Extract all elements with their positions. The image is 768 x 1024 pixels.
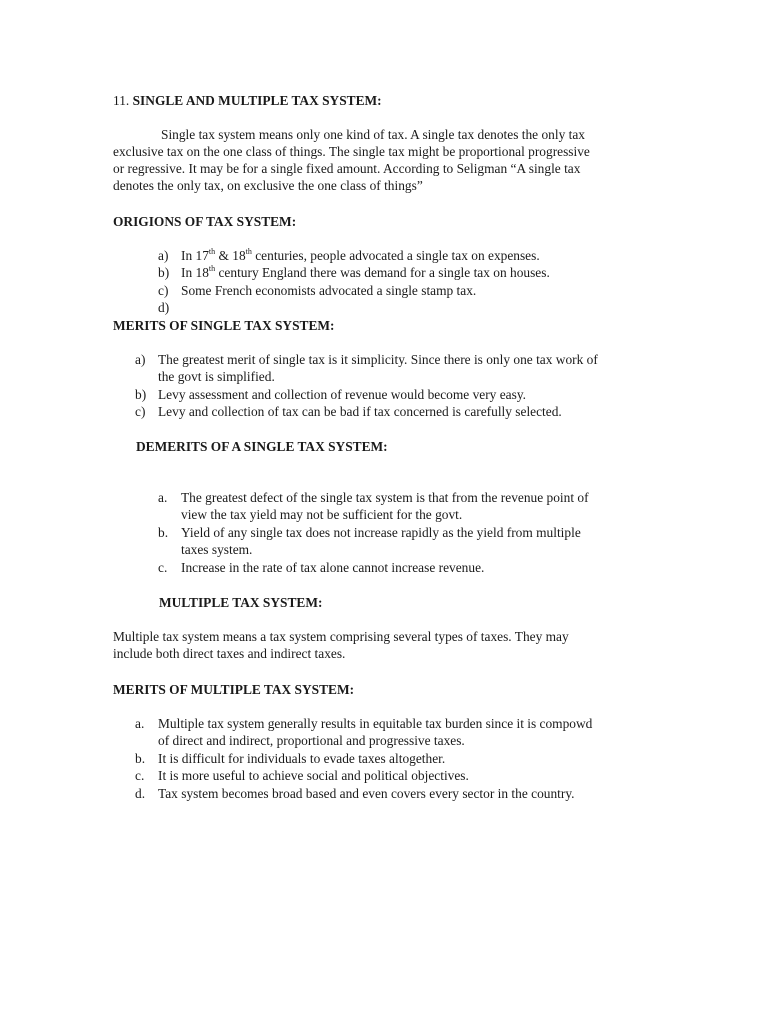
intro-line: exclusive tax on the one class of things. The single tax might be proportional progressive [113,144,590,159]
multiple-line: include both direct taxes and indirect taxes. [113,646,346,661]
list-label: a. [158,490,168,505]
list-text: Some French economists advocated a single stamp tax. [181,283,477,298]
section-heading [113,92,382,109]
multiple-heading: MULTIPLE TAX SYSTEM: [159,595,323,610]
list-label: a. [135,716,145,731]
origins-heading: ORIGIONS OF TAX SYSTEM: [113,214,297,229]
section-number: 11. [113,93,130,108]
list-text: Tax system becomes broad based and even covers every sector in the country. [158,786,575,801]
list-text: It is more useful to achieve social and political objectives. [158,768,469,783]
demerits-single-heading: DEMERITS OF A SINGLE TAX SYSTEM: [136,439,388,454]
list-label: c) [135,404,146,419]
list-label: d) [158,300,170,315]
list-text: In 17th & 18th centuries, people advocated a single tax on expenses. [181,246,540,263]
list-label: d. [135,786,146,801]
list-text: Levy assessment and collection of revenue would become very easy. [158,387,526,402]
intro-line: denotes the only tax, on exclusive the one class of things” [113,178,423,193]
intro-line: Single tax system means only one kind of tax. A single tax denotes the only tax [161,127,585,142]
list-label: a) [158,248,169,263]
list-text: Increase in the rate of tax alone cannot increase revenue. [181,560,485,575]
list-text: Levy and collection of tax can be bad if tax concerned is carefully selected. [158,404,562,419]
list-label: c. [158,560,168,575]
merits-single-heading: MERITS OF SINGLE TAX SYSTEM: [113,318,335,333]
multiple-paragraph [113,628,569,662]
multiple-line: Multiple tax system means a tax system comprising several types of taxes. They may [113,629,569,644]
list-label: a) [135,352,146,367]
list-text: The greatest defect of the single tax system is that from the revenue point of view the tax yield may not be sufficient for the govt. [181,490,589,522]
list-text: The greatest merit of single tax is it simplicity. Since there is only one tax work of the govt is simplified. [158,352,598,384]
list-label: b) [158,265,170,280]
list-text: Multiple tax system generally results in equitable tax burden since it is compowd of direct and indirect, proportional and progressive taxes. [158,716,593,748]
intro-line: or regressive. It may be for a single fixed amount. According to Seligman “A single tax [113,161,581,176]
list-label: b) [135,387,147,402]
list-text: Yield of any single tax does not increase rapidly as the yield from multiple taxes system. [181,525,581,557]
list-text: In 18th century England there was demand for a single tax on houses. [181,263,550,280]
list-label: c) [158,283,169,298]
merits-multiple-heading: MERITS OF MULTIPLE TAX SYSTEM: [113,682,355,697]
list-label: c. [135,768,145,783]
list-label: b. [135,751,146,766]
list-text: It is difficult for individuals to evade taxes altogether. [158,751,446,766]
intro-paragraph [113,126,590,194]
list-label: b. [158,525,169,540]
section-title: SINGLE AND MULTIPLE TAX SYSTEM: [132,93,382,108]
